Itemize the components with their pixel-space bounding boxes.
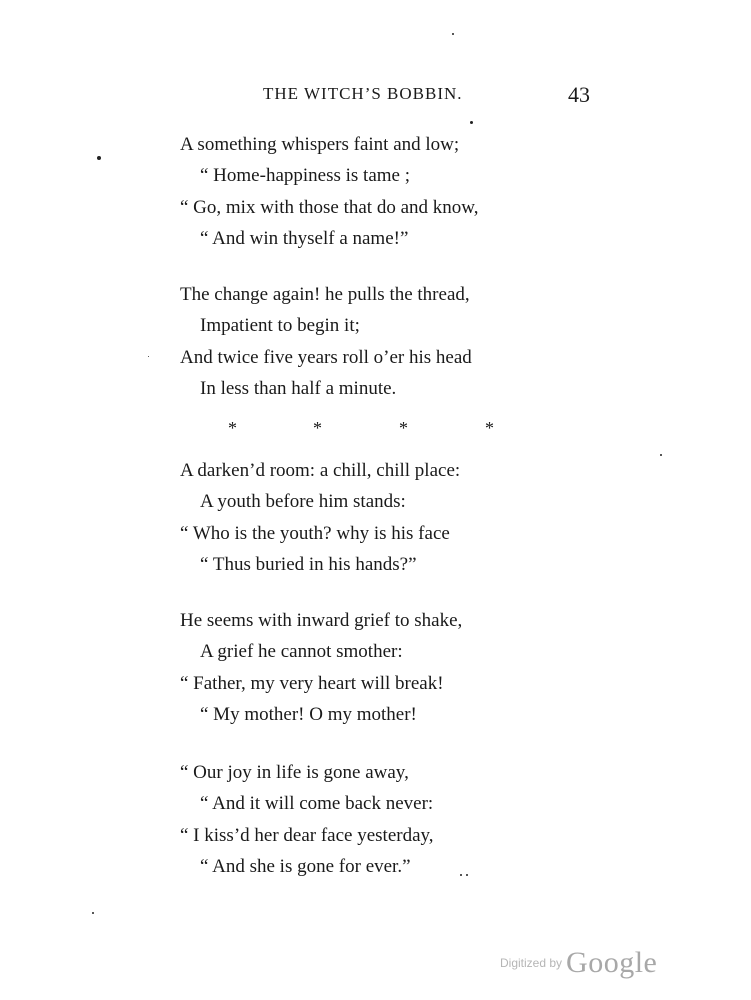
section-break-star: * bbox=[399, 418, 408, 438]
verse-line: “ Father, my very heart will break! bbox=[180, 673, 444, 694]
scan-speck bbox=[92, 912, 94, 914]
scan-speck bbox=[470, 121, 473, 124]
scan-speck bbox=[660, 454, 662, 456]
scan-speck bbox=[460, 874, 462, 876]
scan-speck bbox=[97, 156, 101, 160]
verse-line: Impatient to begin it; bbox=[200, 315, 360, 336]
google-logo: Google bbox=[566, 946, 658, 979]
watermark-prefix: Digitized by bbox=[500, 956, 563, 970]
verse-line: In less than half a minute. bbox=[200, 378, 397, 399]
page-number: 43 bbox=[568, 82, 590, 107]
verse-line: A something whispers faint and low; bbox=[180, 134, 460, 155]
verse-line: The change again! he pulls the thread, bbox=[180, 284, 470, 305]
section-break-star: * bbox=[313, 418, 322, 438]
scan-speck bbox=[148, 356, 149, 357]
verse-line: “ Thus buried in his hands?” bbox=[200, 554, 417, 575]
verse-line: “ My mother! O my mother! bbox=[200, 704, 417, 725]
verse-line: “ Go, mix with those that do and know, bbox=[180, 197, 479, 218]
verse-line: A darken’d room: a chill, chill place: bbox=[180, 460, 461, 481]
verse-line: And twice five years roll o’er his head bbox=[180, 347, 472, 368]
verse-line: “ And it will come back never: bbox=[200, 793, 434, 814]
verse-line: “ Home-happiness is tame ; bbox=[200, 165, 411, 186]
verse-line: He seems with inward grief to shake, bbox=[180, 610, 463, 631]
digitized-watermark bbox=[500, 946, 657, 980]
running-title: THE WITCH’S BOBBIN. bbox=[263, 84, 463, 103]
section-break-star: * bbox=[228, 418, 237, 438]
verse-line: A grief he cannot smother: bbox=[200, 641, 403, 662]
verse-line: “ Our joy in life is gone away, bbox=[180, 762, 409, 783]
verse-line: A youth before him stands: bbox=[200, 491, 406, 512]
scan-speck bbox=[466, 874, 468, 876]
verse-line: “ And she is gone for ever.” bbox=[200, 856, 411, 877]
scan-speck bbox=[452, 33, 454, 35]
section-break bbox=[0, 418, 751, 438]
verse-line: “ I kiss’d her dear face yesterday, bbox=[180, 825, 434, 846]
verse-line: “ Who is the youth? why is his face bbox=[180, 523, 450, 544]
verse-line: “ And win thyself a name!” bbox=[200, 228, 409, 249]
section-break-star: * bbox=[485, 418, 494, 438]
